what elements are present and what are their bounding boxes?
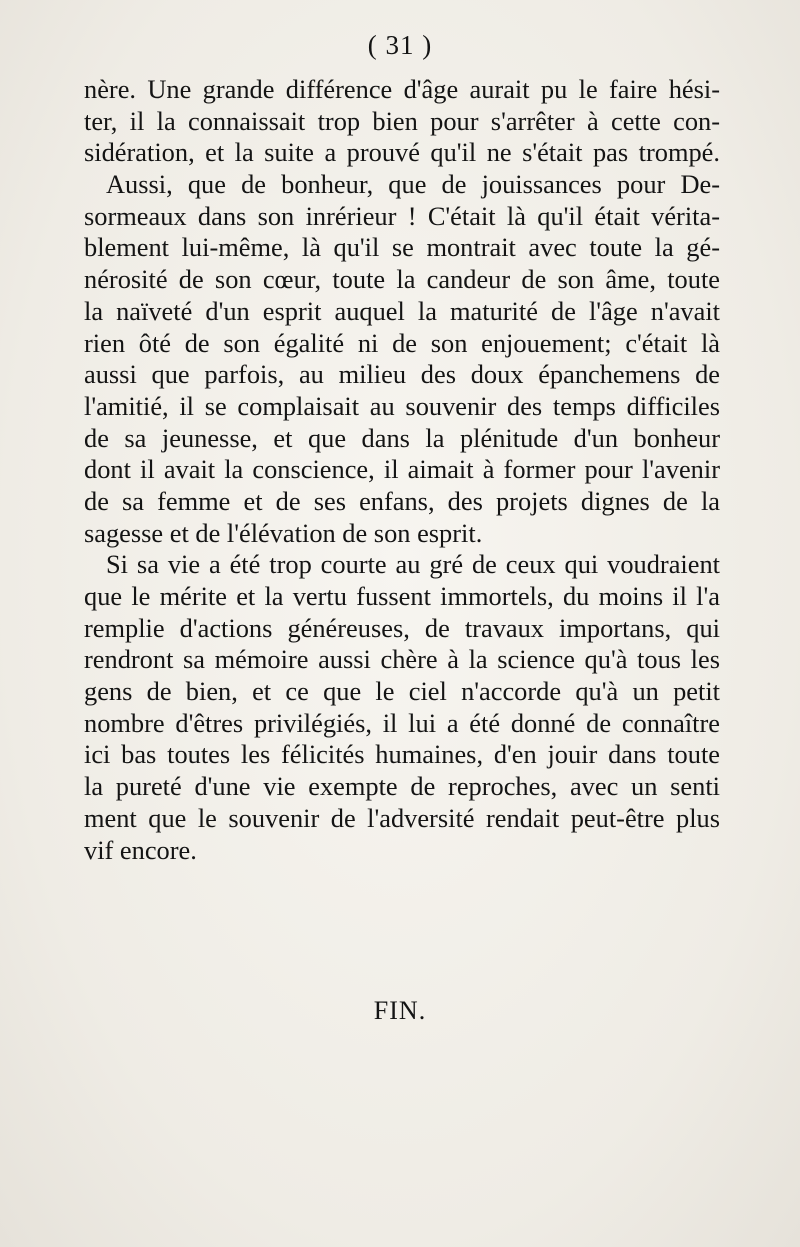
text-line: ter, il la connaissait trop bien pour s'arrêter à cette con- xyxy=(84,105,720,136)
text-line: nère. Une grande différence d'âge aurait pu le faire hési- xyxy=(84,74,720,104)
page-number: ( 31 ) xyxy=(367,30,433,60)
text-line: Si sa vie a été trop courte au gré de ceux qui voudraient xyxy=(106,549,720,580)
text-line: que le mérite et la vertu fussent immortels, du moins il l'a xyxy=(84,581,720,611)
text-line: rien ôté de son égalité ni de son enjouement; c'était là xyxy=(84,327,720,358)
text-line: Aussi, que de bonheur, que de jouissances pour De- xyxy=(106,169,720,200)
text-line: de sa femme et de ses enfans, des projets dignes de la xyxy=(84,485,720,516)
text-line: ment que le souvenir de l'adversité rendait peut-être plus xyxy=(84,802,720,833)
text-line: aussi que parfois, au milieu des doux épanchemens de xyxy=(84,359,720,390)
text-line: de sa jeunesse, et que dans la plénitude d'un bonheur xyxy=(84,422,720,453)
text-line: la pureté d'une vie exempte de reproches, avec un senti xyxy=(84,771,720,802)
text-line: sidération, et la suite a prouvé qu'il ne s'était pas trompé. xyxy=(84,137,720,168)
text-line: gens de bien, et ce que le ciel n'accorde qu'à un petit xyxy=(84,676,720,707)
text-line: l'amitié, il se complaisait au souvenir des temps difficiles xyxy=(84,390,720,421)
text-line: blement lui-même, là qu'il se montrait avec toute la gé- xyxy=(84,232,720,263)
text-line: nombre d'êtres privilégiés, il lui a été donné de connaître xyxy=(84,707,720,738)
text-line: ici bas toutes les félicités humaines, d'en jouir dans toute xyxy=(84,739,720,770)
text-line: nérosité de son cœur, toute la candeur de son âme, toute xyxy=(84,264,720,295)
text-line: sagesse et de l'élévation de son esprit. xyxy=(84,517,483,548)
text-line: remplie d'actions généreuses, de travaux importans, qui xyxy=(84,612,720,643)
text-line: la naïveté d'un esprit auquel la maturité de l'âge n'avait xyxy=(84,295,720,326)
text-line: sormeaux dans son inrérieur ! C'était là qu'il était vérita- xyxy=(84,200,720,231)
body-text xyxy=(84,74,720,866)
text-line: vif encore. xyxy=(84,834,197,865)
text-line: dont il avait la conscience, il aimait à former pour l'avenir xyxy=(84,454,720,485)
fin-marker: FIN. xyxy=(373,996,427,1025)
text-line: rendront sa mémoire aussi chère à la science qu'à tous les xyxy=(84,644,720,675)
